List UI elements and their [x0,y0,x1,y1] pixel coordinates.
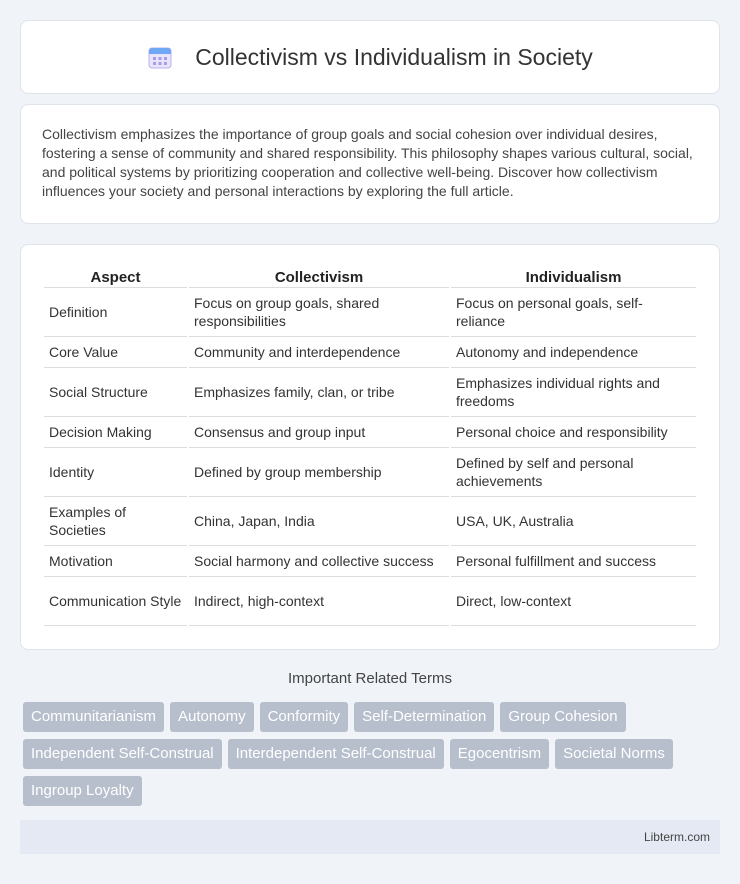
related-term-tag[interactable]: Autonomy [170,702,254,732]
table-cell: Indirect, high-context [189,577,449,626]
table-cell: Definition [44,288,187,337]
related-terms-list [23,702,723,806]
intro-text: Collectivism emphasizes the importance of group goals and social cohesion over individual desires, fostering a sense of community and shared responsibility. This philosophy shapes various cultural, social, and political systems by prioritizing cooperation and collective well-being. Discover how collectivism influences your society and personal interactions by exploring the full article. [42,126,693,199]
table-cell: Focus on personal goals, self-reliance [451,288,696,337]
table-row [44,546,696,577]
table-cell: Social Structure [44,368,187,417]
related-term-tag[interactable]: Interdependent Self-Construal [228,739,444,769]
table-row [44,288,696,337]
table-cell: Examples of Societies [44,497,187,546]
table-cell: Consensus and group input [189,417,449,448]
table-cell: Core Value [44,337,187,368]
table-cell: Defined by group membership [189,448,449,497]
comparison-table [42,265,698,626]
related-term-tag[interactable]: Societal Norms [555,739,673,769]
related-term-tag[interactable]: Conformity [260,702,349,732]
related-term-tag[interactable]: Communitarianism [23,702,164,732]
related-term-tag[interactable]: Independent Self-Construal [23,739,222,769]
table-header-row [44,265,696,288]
table-cell: Community and interdependence [189,337,449,368]
table-cell: Identity [44,448,187,497]
related-term-tag[interactable]: Self-Determination [354,702,494,732]
table-cell: Emphasizes individual rights and freedoms [451,368,696,417]
comparison-table-card [20,244,720,650]
related-term-tag[interactable]: Group Cohesion [500,702,625,732]
table-cell: USA, UK, Australia [451,497,696,546]
page-title: Collectivism vs Individualism in Society [195,43,593,70]
table-cell: Motivation [44,546,187,577]
table-cell: Communication Style [44,577,187,626]
table-row [44,577,696,626]
column-header: Collectivism [189,265,449,288]
footer [20,820,720,854]
header-card [20,20,720,94]
table-cell: Autonomy and independence [451,337,696,368]
column-header: Individualism [451,265,696,288]
table-row [44,368,696,417]
table-cell: Decision Making [44,417,187,448]
table-cell: Personal fulfillment and success [451,546,696,577]
table-cell: China, Japan, India [189,497,449,546]
column-header: Aspect [44,265,187,288]
intro-card [20,104,720,224]
table-cell: Personal choice and responsibility [451,417,696,448]
related-term-tag[interactable]: Egocentrism [450,739,549,769]
related-term-tag[interactable]: Ingroup Loyalty [23,776,142,806]
table-cell: Social harmony and collective success [189,546,449,577]
footer-brand[interactable]: Libterm.com [643,830,710,844]
table-cell: Focus on group goals, shared responsibilities [189,288,449,337]
table-cell: Defined by self and personal achievements [451,448,696,497]
table-row [44,448,696,497]
table-row [44,417,696,448]
table-row [44,497,696,546]
related-terms-title: Important Related Terms [288,670,452,687]
calendar-icon [147,44,173,70]
table-cell: Direct, low-context [451,577,696,626]
table-row [44,337,696,368]
table-cell: Emphasizes family, clan, or tribe [189,368,449,417]
